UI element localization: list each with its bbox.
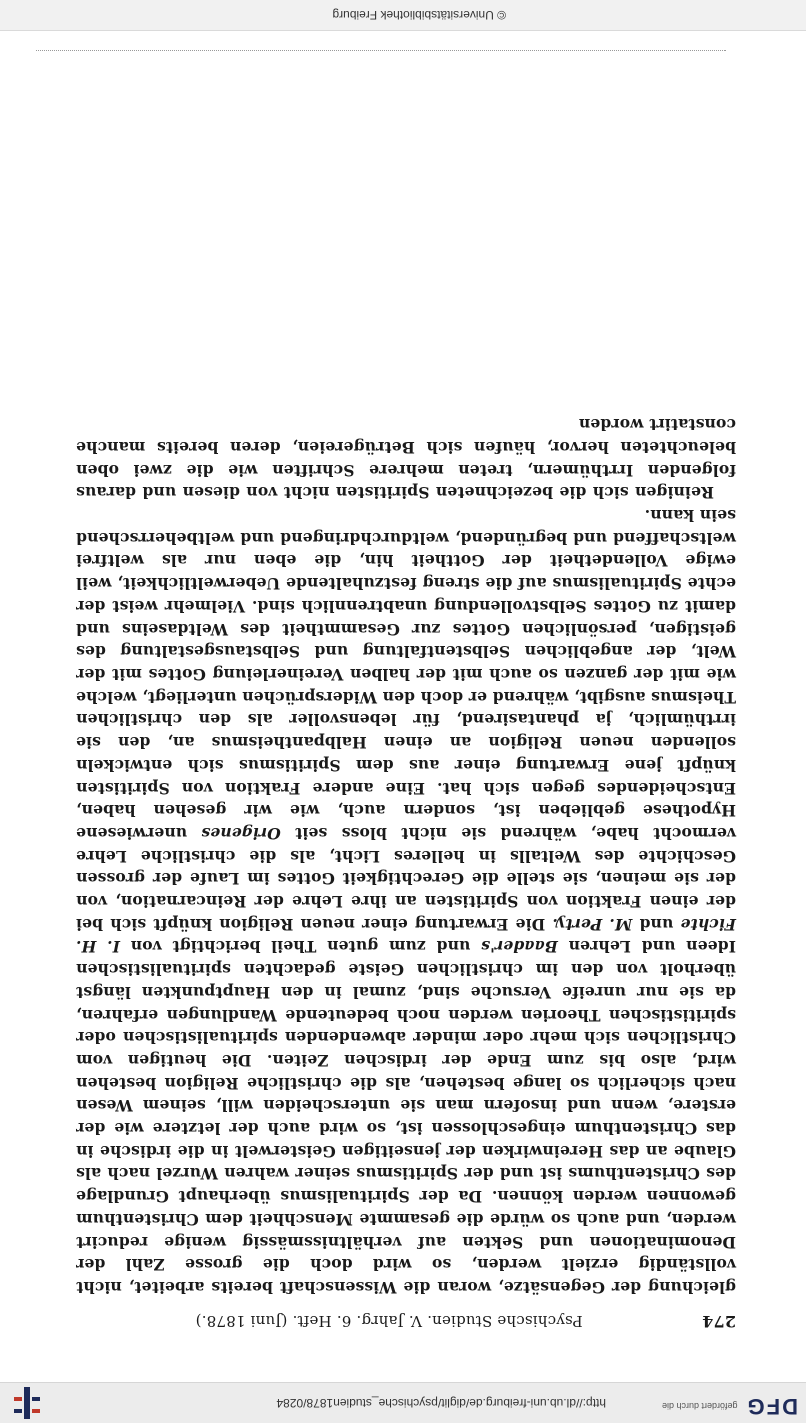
paragraph-1-text-e: unerwiesene Hypothese geblieben ist, sondern auch, wie wir gesehen haben, Entscheidendes gegen sich hat. Eine andere Fraktion von Spiritisten knüpft jene Erwartung einer aus dem Spiritismus sich entwickeln sollenden neuen Religion an einen Halbpantheismus an, den sie irrthümlich, ja phantasirend, für lebensvoller als den christlichen Theismus ausgibt, während er doch den Widersprüchen unterliegt, welche wie mit der ganzen so auch mit der halben Vereinerleiung Gottes mit der Welt, der angeblichen Selbstentfaltung und Selbstausgestaltung des geistigen, persönlichen Gottes zur Gesammtheit des Weltdaseins und damit zu Gottes Selbstvollendung unabtrennlich sind. Vielmehr weist der echte Spiritualismus auf die streng festzuhaltende Ueberweltlichkeit, weil ewige Vollendetheit der Gottheit hin, die eben nur als weltfrei weltschaffend und begründend, weltdurchdringend und weltbeherrschend sein kann. xyxy=(75,506,736,843)
paragraph-1-text-b: und zum guten Theil berichtigt von xyxy=(119,937,482,957)
running-title: Psychische Studien. V. Jahrg. 6. Heft. (Juni 1878.) xyxy=(195,1312,583,1330)
paragraph-1-text-a: gleichung der Gegensätze, woran die Wissenschaft bereits arbeitet, nicht vollständig erzielt werden, so wird doch die grosse Zahl der Denominationen und Sekten auf verhältnissmässig wenige reducirt werden, und auch so würde die gesammte Menschheit dem Christenthum gewonnen werden können. Da der Spiritualismus überhaupt Grundlage des Christenthums ist und der Spiritismus seiner wahren Wurzel nach als Glaube an das Hereinwirken der jenseitigen Geisterwelt in die irdische in das Christenthum eingeschlossen ist, so wird auch der letztere wie der erstere, wenn und insofern man sie unterscheiden will, seinem Wesen nach sicherlich so lange bestehen, als die christliche Religion bestehen wird, also bis zum Ende der irdischen Zeiten. Die heutigen vom Christlichen sich mehr oder minder abwendenden spiritualistischen oder spiritistischen Theorien werden noch bedeutende Wandlungen erfahren, da sie nur unreife Versuche sind, zumal in den Hauptpunkten längst überholt von den im christlichen Geiste gedachten spiritualistischen Ideen und Lehren xyxy=(76,937,736,1297)
ub-freiburg-logo-icon[interactable] xyxy=(12,1387,42,1419)
paragraph-1 xyxy=(76,503,736,1298)
viewer-bottom-banner xyxy=(0,0,806,31)
name-fichte: I. H. Fichte xyxy=(76,914,736,957)
name-origenes: Origenes xyxy=(201,823,281,843)
page-bottom-rule xyxy=(36,49,726,51)
page-body xyxy=(76,413,736,1298)
document-url[interactable]: http://dl.ub.uni-freiburg.de/diglit/psychische_studien1878/0284 xyxy=(276,1396,606,1410)
copyright-notice: © Universitätsbibliothek Freiburg xyxy=(332,8,506,22)
book-page xyxy=(76,413,736,1331)
dfg-logo-text: DFG xyxy=(745,1394,798,1419)
paragraph-2: Reinigen sich die bezeichneten Spiritisten nicht von diesen und daraus folgenden Irrthümern, treten mehrere Schriften wie die zwei oben beleuchteten hervor, häufen sich Betrügereien, deren bereits manche constatirt worden xyxy=(76,415,736,503)
paragraph-1-text-c: und xyxy=(632,914,681,934)
viewer-top-banner xyxy=(0,1382,806,1423)
name-perty: M. Perty. xyxy=(552,914,633,934)
page-header xyxy=(76,1312,736,1331)
dfg-logo[interactable] xyxy=(662,1393,798,1419)
name-baader: Baader's xyxy=(481,937,558,957)
paragraph-1-text-d: Die Erwartung einer neuen Religion knüpft sich bei der einen Fraktion von Spiritisten an ihre Lehre der Reincarnation, von der sie meinen, sie stelle die Gerechtigkeit Gottes im Laufe der grossen Geschichte des Weltalls in helleres Licht, als die christliche Lehre vermocht habe, während sie nicht bloss seit xyxy=(75,823,736,934)
page-number: 274 xyxy=(702,1312,736,1331)
dfg-logo-subtitle: gefördert durch die xyxy=(662,1401,738,1411)
